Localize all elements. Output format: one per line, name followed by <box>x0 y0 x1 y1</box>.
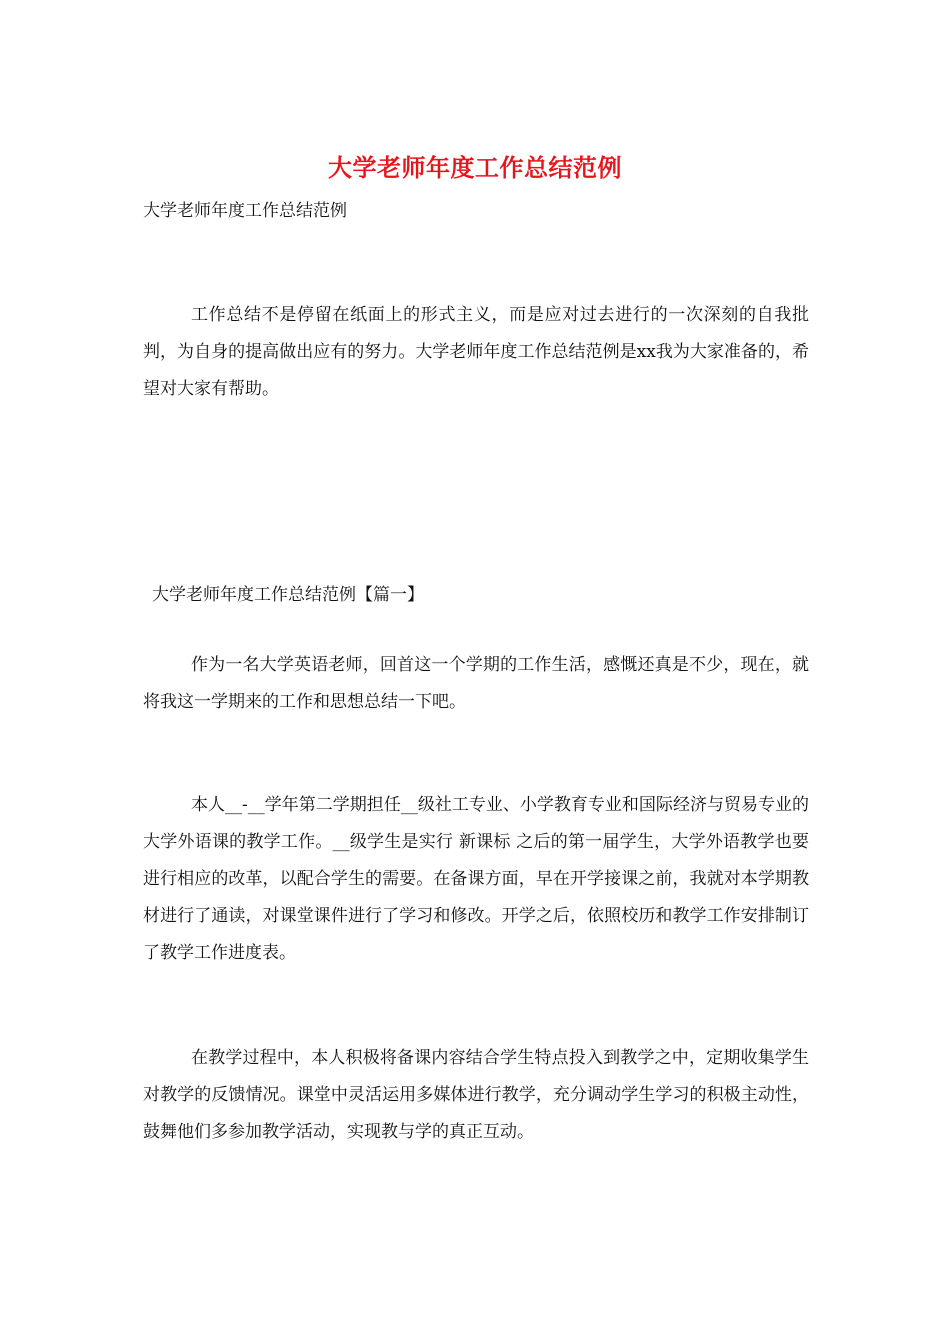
intro-paragraph: 工作总结不是停留在纸面上的形式主义，而是应对过去进行的一次深刻的自我批判，为自身的提高做出应有的努力。大学老师年度工作总结范例是xx我为大家准备的，希望对大家有帮助。 <box>143 305 809 399</box>
page-title: 大学老师年度工作总结范例 <box>328 153 622 182</box>
section-heading: 大学老师年度工作总结范例【篇一】 <box>152 585 424 605</box>
body-paragraph-1: 作为一名大学英语老师，回首这一个学期的工作生活，感慨还真是不少，现在，就将我这一学期来的工作和思想总结一下吧。 <box>143 655 809 712</box>
body-paragraph-2: 本人__-__学年第二学期担任__级社工专业、小学教育专业和国际经济与贸易专业的大学外语课的教学工作。__级学生是实行 新课标 之后的第一届学生，大学外语教学也要进行相应的改革，以配合学生的需要。在备课方面，早在开学接课之前，我就对本学期教材进行了通读，对课堂课件进行了学习和修改。开学之后，依照校历和教学工作安排制订了教学工作进度表。 <box>143 795 809 963</box>
document-subtitle: 大学老师年度工作总结范例 <box>143 201 347 221</box>
body-paragraph-3: 在教学过程中，本人积极将备课内容结合学生特点投入到教学之中，定期收集学生对教学的反馈情况。课堂中灵活运用多媒体进行教学，充分调动学生学习的积极主动性，鼓舞他们多参加教学活动，实现教与学的真正互动。 <box>143 1048 809 1142</box>
